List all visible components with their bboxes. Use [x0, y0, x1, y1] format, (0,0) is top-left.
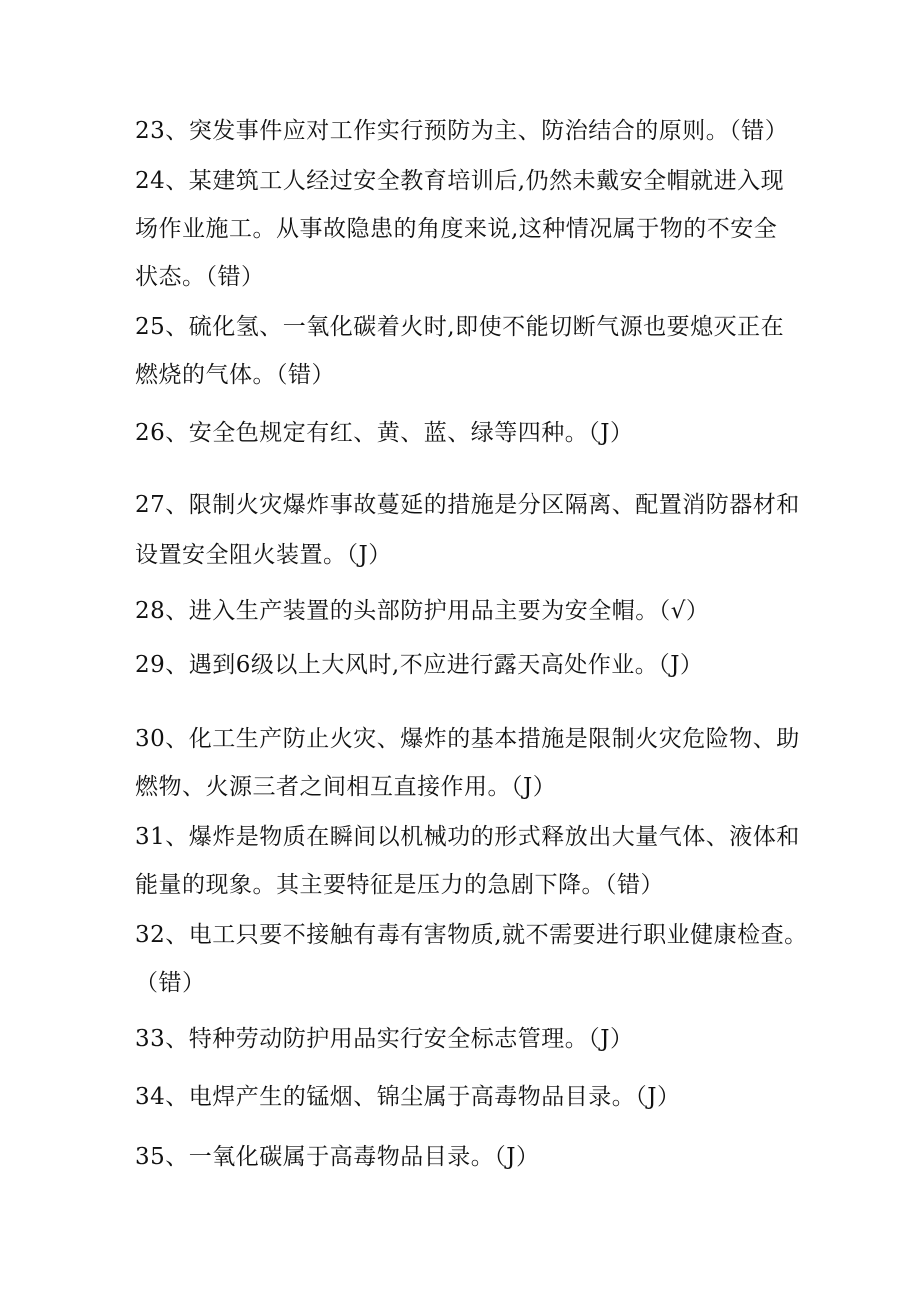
item-34-line-1: 34、电焊产生的锰烟、锦尘属于高毒物品目录。（J） — [135, 1084, 681, 1110]
item-30-line-1: 30、化工生产防止火灾、爆炸的基本措施是限制火灾危险物、助 — [135, 726, 800, 752]
item-25-line-2: 燃烧的气体。（错） — [135, 362, 335, 388]
item-32-line-1: 32、电工只要不接触有毒有害物质,就不需要进行职业健康检查。 — [135, 922, 808, 948]
item-32-line-2: （错） — [135, 970, 206, 996]
item-28-line-1: 28、进入生产装置的头部防护用品主要为安全帽。（√） — [135, 598, 710, 624]
item-27-line-1: 27、限制火灾爆炸事故蔓延的措施是分区隔离、配置消防器材和 — [135, 492, 800, 518]
item-24-line-1: 24、某建筑工人经过安全教育培训后,仍然未戴安全帽就进入现 — [135, 168, 785, 194]
item-26-line-1: 26、安全色规定有红、黄、蓝、绿等四种。（J） — [135, 420, 634, 446]
item-24-line-2: 场作业施工。从事故隐患的角度来说,这种情况属于物的不安全 — [135, 216, 778, 242]
item-25-line-1: 25、硫化氢、一氧化碳着火时,即使不能切断气源也要熄灭正在 — [135, 314, 785, 340]
item-33-line-1: 33、特种劳动防护用品实行安全标志管理。（J） — [135, 1026, 634, 1052]
item-23-line-1: 23、突发事件应对工作实行预防为主、防治结合的原则。（错） — [135, 118, 789, 144]
item-24-line-3: 状态。（错） — [135, 264, 265, 290]
item-31-line-2: 能量的现象。其主要特征是压力的急剧下降。（错） — [135, 872, 664, 898]
item-27-line-2: 设置安全阻火装置。（J） — [135, 542, 392, 568]
item-35-line-1: 35、一氧化碳属于高毒物品目录。（J） — [135, 1144, 540, 1170]
item-30-line-2: 燃物、火源三者之间相互直接作用。（J） — [135, 774, 557, 800]
item-31-line-1: 31、爆炸是物质在瞬间以机械功的形式释放出大量气体、液体和 — [135, 824, 800, 850]
item-29-line-1: 29、遇到6级以上大风时,不应进行露天高处作业。（J） — [135, 652, 704, 678]
